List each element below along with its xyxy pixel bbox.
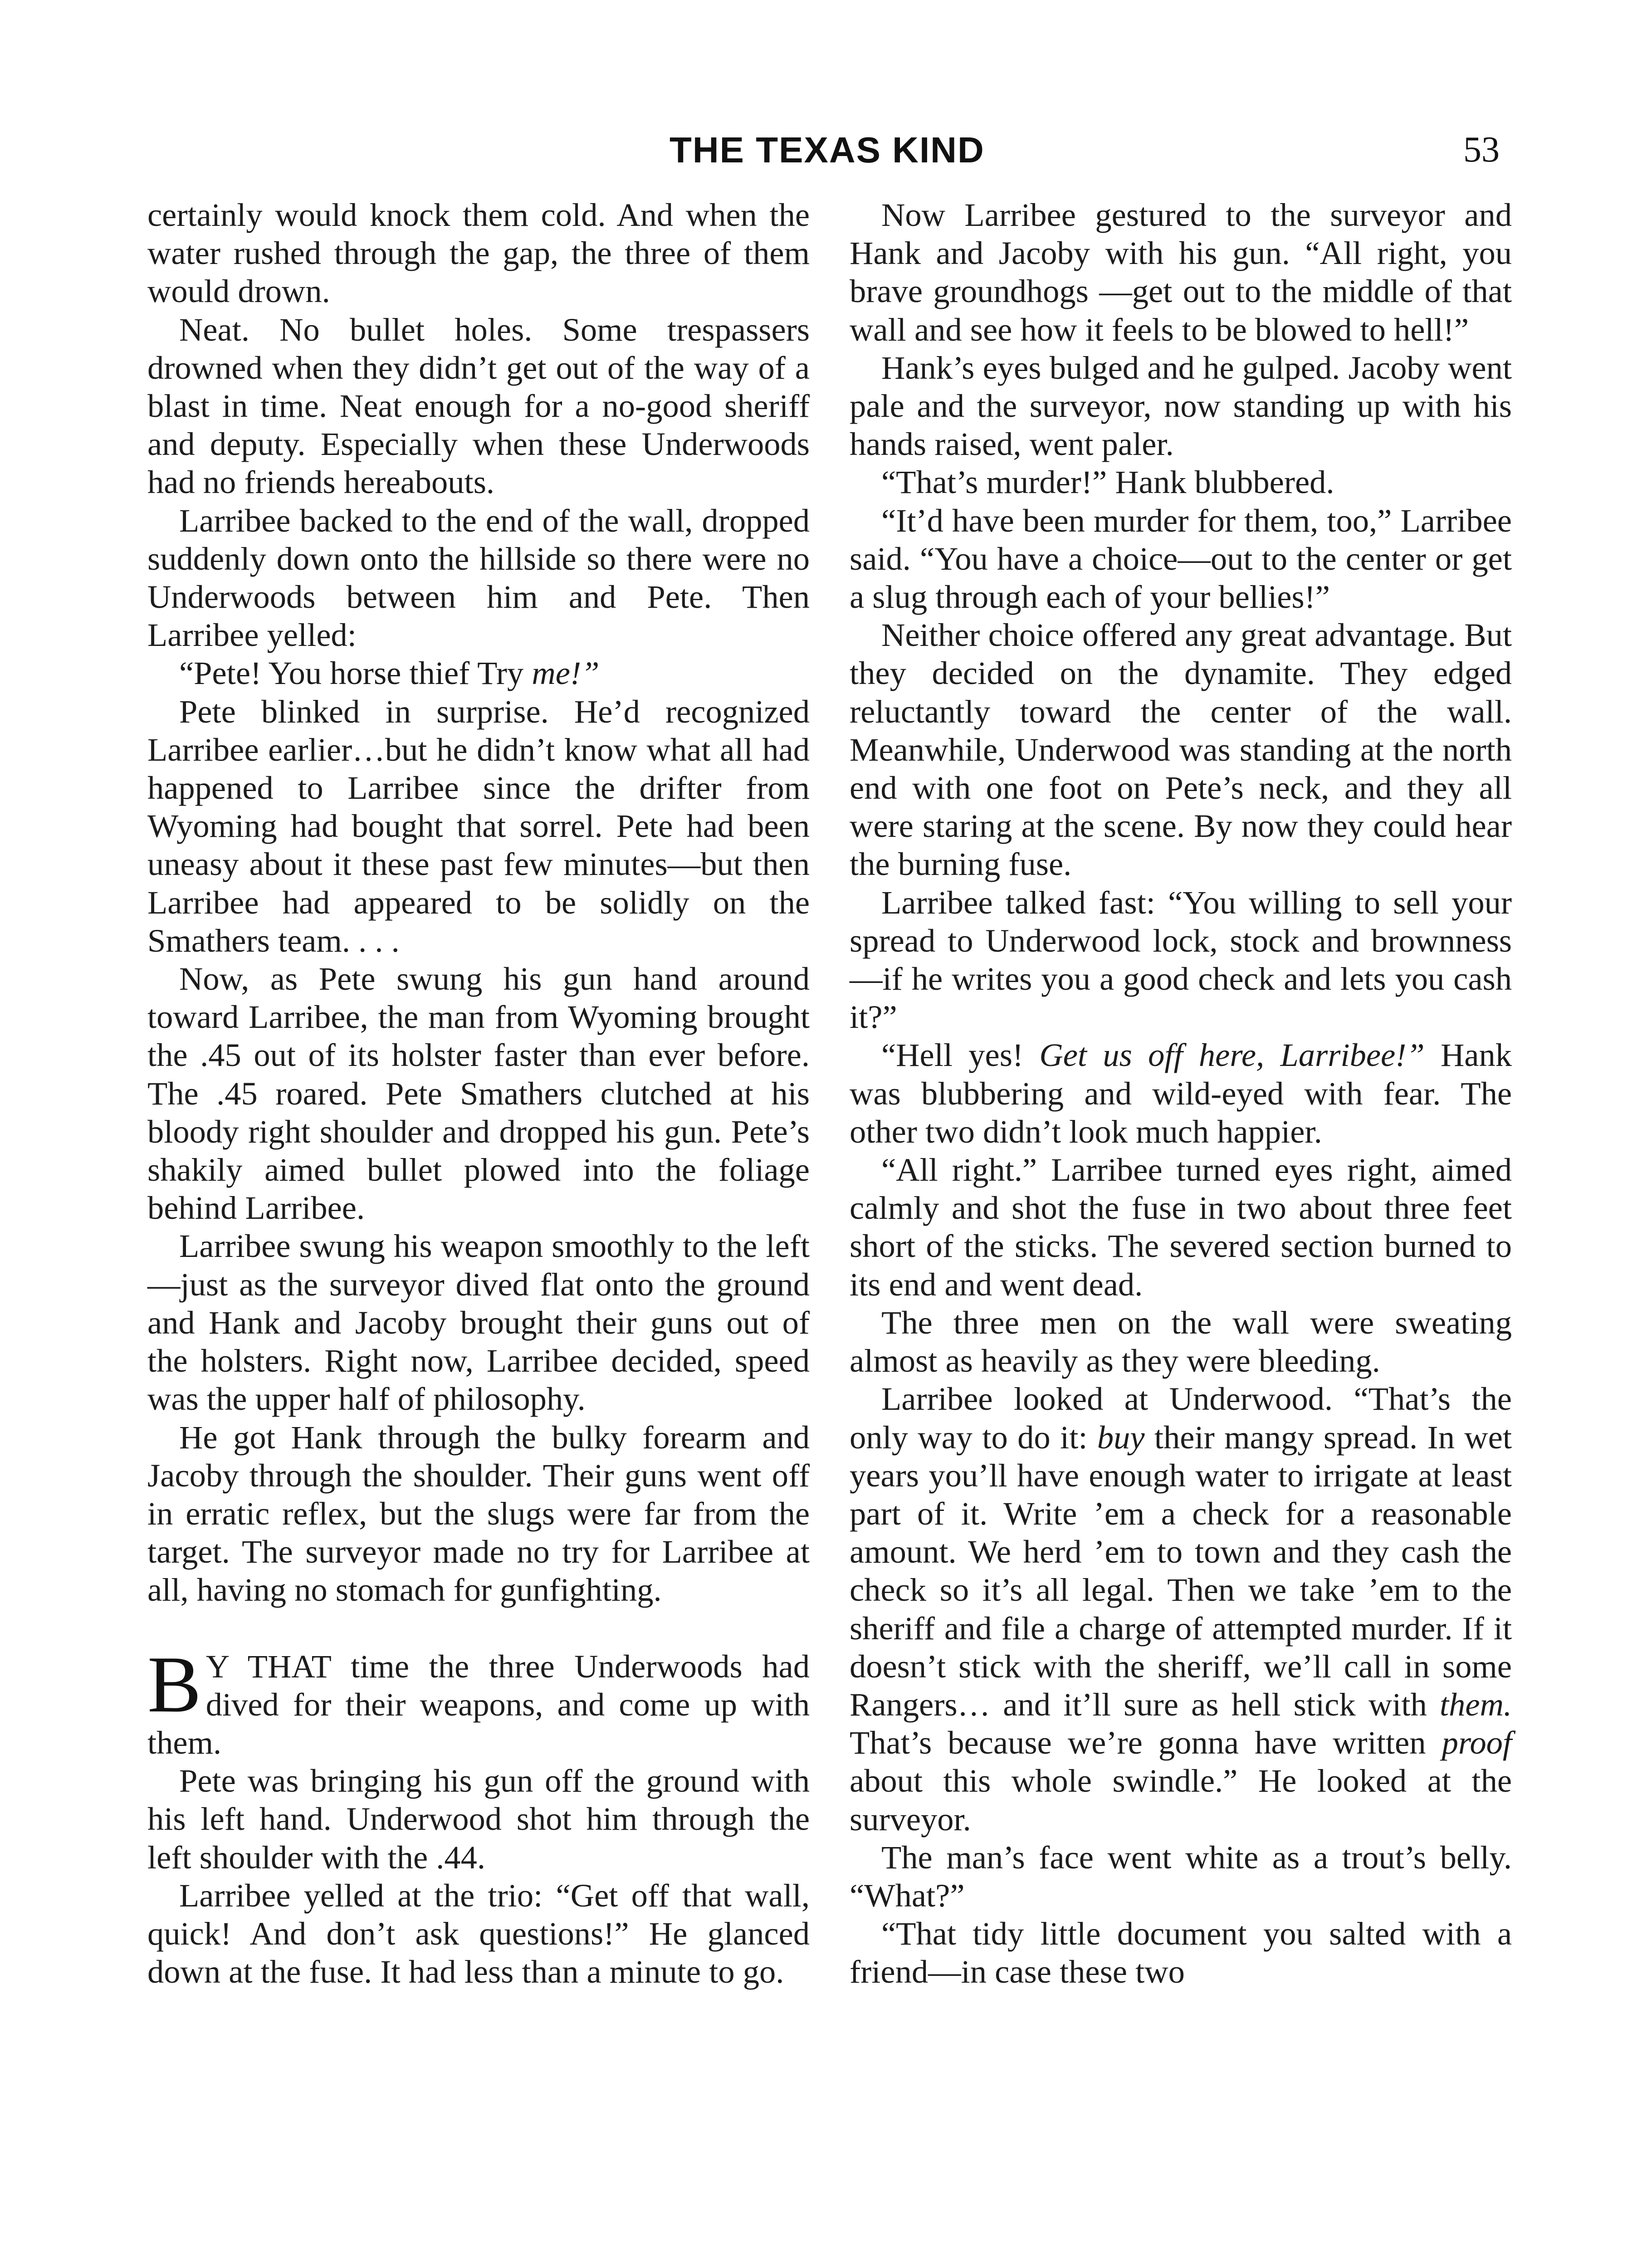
paragraph: Neither choice offered any great advantage. But they decided on the dynamite. They edged reluctantly toward the center of the wall. Meanwhile, Underwood was standing at the north end with one foot on Pete’s neck, and they all were staring at the scene. By now they could hear the burning fuse. — [850, 616, 1512, 883]
paragraph: Hank’s eyes bulged and he gulped. Jacoby went pale and the surveyor, now standing up with his hands raised, went paler. — [850, 349, 1512, 463]
paragraph: “That’s murder!” Hank blubbered. — [881, 464, 1334, 501]
italic-text: proof — [1442, 1724, 1512, 1761]
paragraph-text: Larribee looked at Underwood. “That’s the only way to do it: — [850, 1380, 1512, 1456]
paragraph-text: about this whole swindle.” He looked at the surveyor. — [850, 1762, 1512, 1838]
paragraph-text: their mangy spread. In wet years you’ll have enough water to irrigate at least part of it. Write ’em a check for a reasonable amount. We herd ’em to town and they cash the check so it’s all legal. Then we take ’em to the sheriff and file a charge of attempted murder. If it doesn’t stick with the sheriff, we’ll call in some Rangers… and it’ll sure as hell stick with — [850, 1418, 1512, 1723]
paragraph: “All right.” Larribee turned eyes right, aimed calmly and shot the fuse in two about three feet short of the sticks. The severed section burned to its end and went dead. — [850, 1151, 1512, 1303]
paragraph: Larribee yelled at the trio: “Get off that wall, quick! And don’t ask questions!” He glanced down at the fuse. It had less than a minute to go. — [147, 1877, 810, 1990]
paragraph: Now, as Pete swung his gun hand around toward Larribee, the man from Wyoming brought the .45 out of its holster faster than ever before. The .45 roared. Pete Smathers clutched at his bloody right shoulder and dropped his gun. Pete’s shakily aimed bullet plowed into the foliage behind Larribee. — [147, 960, 810, 1227]
paragraph: “That tidy little document you salted with a friend—in case these two — [850, 1915, 1512, 1990]
running-title: THE TEXAS KIND — [670, 130, 985, 170]
paragraph-text: Hank was blubbering and wild-eyed with fear. The other two didn’t look much happier. — [850, 1036, 1512, 1150]
drop-cap: B — [147, 1639, 201, 1729]
paragraph — [850, 1036, 1512, 1151]
page-header — [0, 129, 1652, 197]
paragraph-text: Y THAT time the three Underwoods had dived for their weapons, and come up with them. — [147, 1647, 810, 1761]
paragraph-text: That’s because we’re gonna have written — [850, 1724, 1442, 1761]
right-column — [850, 196, 1512, 1991]
paragraph: Pete blinked in surprise. He’d recognized Larribee earlier…but he didn’t know what all had happened to Larribee since the drifter from Wyoming had bought that sorrel. Pete had been uneasy about it these past few minutes—but then Larribee had appeared to be solidly on the Smathers team. . . . — [147, 693, 810, 959]
paragraph-text: “Pete! You horse thief Try — [179, 655, 532, 692]
left-column — [147, 196, 810, 1991]
page-number: 53 — [1463, 130, 1500, 170]
italic-text: buy — [1097, 1418, 1145, 1456]
italic-text: me!” — [532, 655, 600, 692]
paragraph: “It’d have been murder for them, too,” Larribee said. “You have a choice—out to the center or get a slug through each of your bellies!” — [850, 502, 1512, 616]
paragraph: Now Larribee gestured to the surveyor and Hank and Jacoby with his gun. “All right, you brave groundhogs —get out to the middle of that wall and see how it feels to be blowed to hell!” — [850, 196, 1512, 348]
paragraph: Neat. No bullet holes. Some trespassers drowned when they didn’t get out of the way of a blast in time. Neat enough for a no-good sheriff and deputy. Especially when these Underwoods had no friends hereabouts. — [147, 311, 810, 501]
paragraph: certainly would knock them cold. And when the water rushed through the gap, the three of them would drown. — [147, 196, 810, 310]
italic-text: them. — [1439, 1686, 1512, 1723]
paragraph: Larribee swung his weapon smoothly to the left—just as the surveyor dived flat onto the ground and Hank and Jacoby brought their guns out of the holsters. Right now, Larribee decided, speed was the upper half of philosophy. — [147, 1227, 810, 1418]
paragraph-text: “Hell yes! — [881, 1036, 1040, 1074]
paragraph: The man’s face went white as a trout’s belly. “What?” — [850, 1838, 1512, 1914]
italic-text: Get us off here, Larribee!” — [1039, 1036, 1425, 1074]
paragraph: He got Hank through the bulky forearm and Jacoby through the shoulder. Their guns went off in erratic reflex, but the slugs were far from the target. The surveyor made no try for Larribee at all, having no stomach for gunfighting. — [147, 1418, 810, 1608]
paragraph — [147, 654, 810, 692]
paragraph: Pete was bringing his gun off the ground with his left hand. Underwood shot him through the left shoulder with the .44. — [147, 1762, 810, 1876]
paragraph: The three men on the wall were sweating almost as heavily as they were bleeding. — [850, 1304, 1512, 1379]
paragraph — [850, 1380, 1512, 1838]
section-opening-paragraph — [147, 1639, 810, 1762]
paragraph: Larribee backed to the end of the wall, dropped suddenly down onto the hillside so there were no Underwoods between him and Pete. Then Larribee yelled: — [147, 502, 810, 654]
paragraph: Larribee talked fast: “You willing to sell your spread to Underwood lock, stock and brownness—if he writes you a good check and lets you cash it?” — [850, 884, 1512, 1036]
